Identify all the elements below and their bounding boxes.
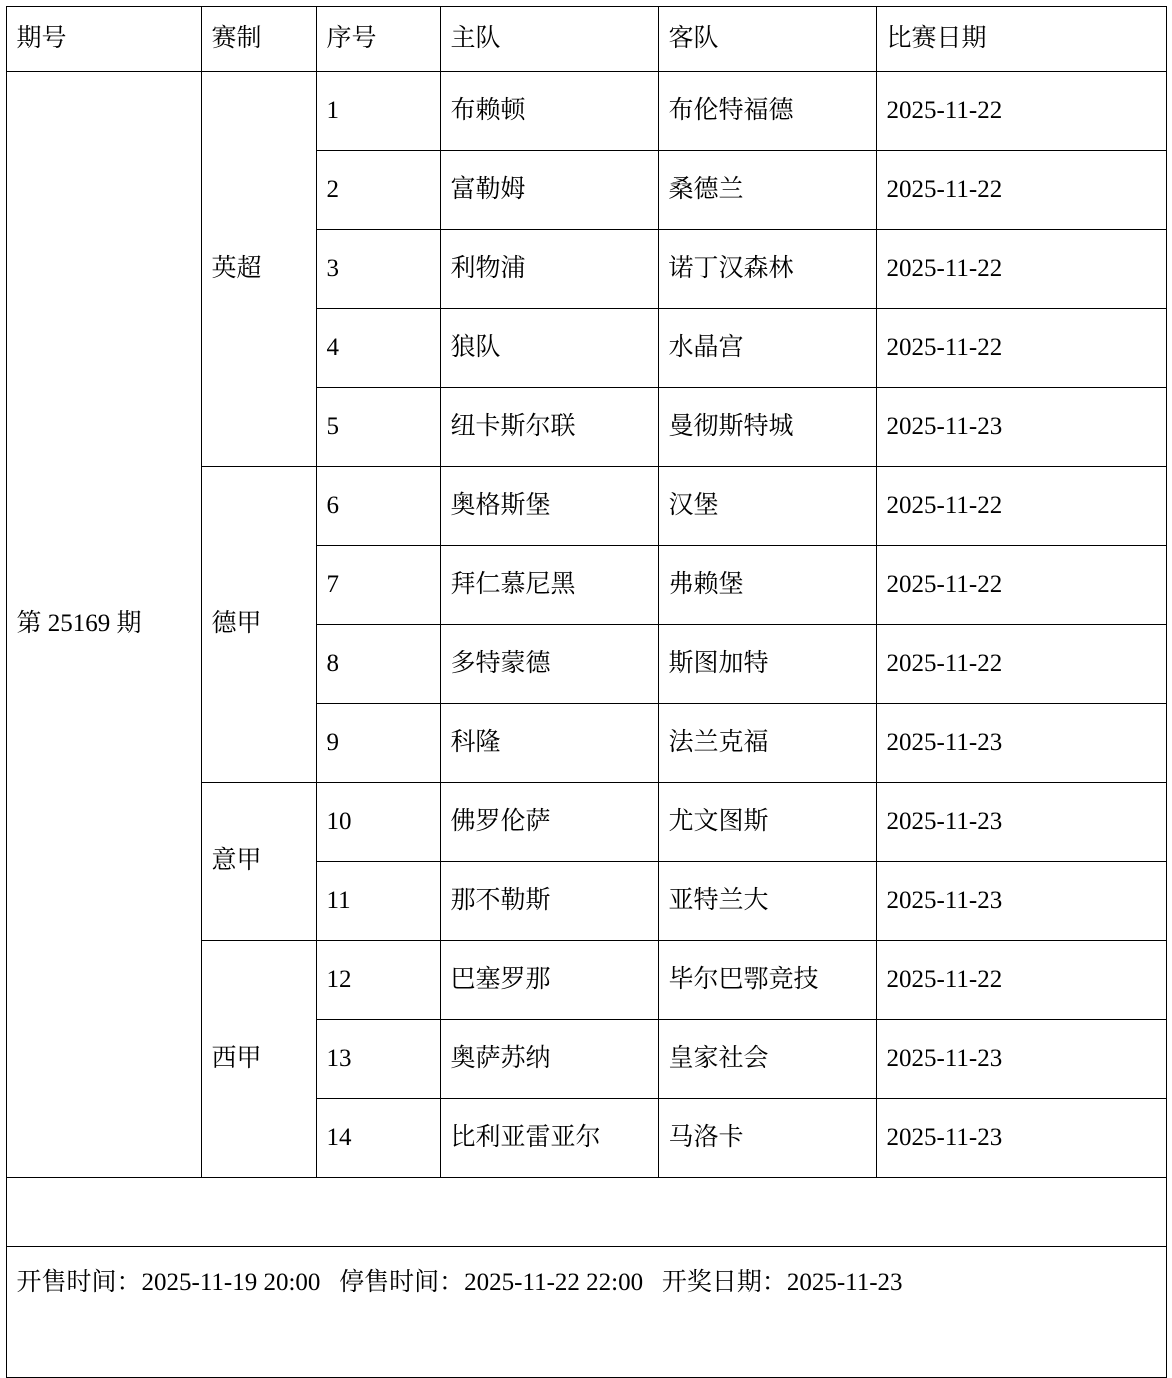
match-date: 2025-11-22 xyxy=(876,151,1166,230)
away-team: 汉堡 xyxy=(658,467,876,546)
away-team: 桑德兰 xyxy=(658,151,876,230)
lottery-schedule-table xyxy=(6,6,1167,1378)
document-page xyxy=(0,6,1172,1368)
away-team: 水晶宫 xyxy=(658,309,876,388)
away-team: 亚特兰大 xyxy=(658,862,876,941)
away-team: 曼彻斯特城 xyxy=(658,388,876,467)
header-cell-no: 序号 xyxy=(316,7,440,72)
match-date: 2025-11-22 xyxy=(876,309,1166,388)
match-date: 2025-11-23 xyxy=(876,388,1166,467)
home-team: 比利亚雷亚尔 xyxy=(440,1099,658,1178)
league-name-bundesliga: 德甲 xyxy=(201,467,316,783)
header-cell-issue: 期号 xyxy=(6,7,201,72)
table-body xyxy=(6,72,1166,1378)
match-no: 8 xyxy=(316,625,440,704)
home-team: 拜仁慕尼黑 xyxy=(440,546,658,625)
header-cell-league: 赛制 xyxy=(201,7,316,72)
home-team: 布赖顿 xyxy=(440,72,658,151)
match-date: 2025-11-22 xyxy=(876,467,1166,546)
away-team: 诺丁汉森林 xyxy=(658,230,876,309)
away-team: 斯图加特 xyxy=(658,625,876,704)
home-team: 奥格斯堡 xyxy=(440,467,658,546)
match-no: 5 xyxy=(316,388,440,467)
match-no: 3 xyxy=(316,230,440,309)
sale-time-text: 开售时间：2025-11-19 20:00 停售时间：2025-11-22 22:00 开奖日期：2025-11-23 xyxy=(16,1269,903,1296)
spacer-cell xyxy=(6,1178,1166,1247)
league-name-laliga: 西甲 xyxy=(201,941,316,1178)
table-header xyxy=(6,7,1166,72)
header-cell-date: 比赛日期 xyxy=(876,7,1166,72)
away-team: 尤文图斯 xyxy=(658,783,876,862)
match-date: 2025-11-23 xyxy=(876,1099,1166,1178)
home-team: 佛罗伦萨 xyxy=(440,783,658,862)
header-row xyxy=(6,7,1166,72)
footer-row xyxy=(6,1247,1166,1378)
home-team: 奥萨苏纳 xyxy=(440,1020,658,1099)
home-team: 科隆 xyxy=(440,704,658,783)
spacer-row xyxy=(6,1178,1166,1247)
home-team: 纽卡斯尔联 xyxy=(440,388,658,467)
match-date: 2025-11-23 xyxy=(876,704,1166,783)
match-no: 10 xyxy=(316,783,440,862)
match-no: 13 xyxy=(316,1020,440,1099)
match-date: 2025-11-22 xyxy=(876,941,1166,1020)
match-date: 2025-11-22 xyxy=(876,625,1166,704)
header-cell-away: 客队 xyxy=(658,7,876,72)
match-date: 2025-11-22 xyxy=(876,546,1166,625)
home-team: 巴塞罗那 xyxy=(440,941,658,1020)
match-no: 6 xyxy=(316,467,440,546)
match-date: 2025-11-22 xyxy=(876,72,1166,151)
away-team: 弗赖堡 xyxy=(658,546,876,625)
issue-number: 第 25169 期 xyxy=(6,72,201,1178)
match-no: 7 xyxy=(316,546,440,625)
away-team: 法兰克福 xyxy=(658,704,876,783)
home-team: 富勒姆 xyxy=(440,151,658,230)
league-name-epl: 英超 xyxy=(201,72,316,467)
away-team: 马洛卡 xyxy=(658,1099,876,1178)
home-team: 狼队 xyxy=(440,309,658,388)
match-date: 2025-11-23 xyxy=(876,862,1166,941)
sale-time-footer xyxy=(6,1247,1166,1378)
match-date: 2025-11-23 xyxy=(876,783,1166,862)
home-team: 多特蒙德 xyxy=(440,625,658,704)
header-cell-home: 主队 xyxy=(440,7,658,72)
match-date: 2025-11-22 xyxy=(876,230,1166,309)
match-no: 14 xyxy=(316,1099,440,1178)
match-no: 4 xyxy=(316,309,440,388)
away-team: 皇家社会 xyxy=(658,1020,876,1099)
home-team: 利物浦 xyxy=(440,230,658,309)
match-no: 11 xyxy=(316,862,440,941)
match-no: 12 xyxy=(316,941,440,1020)
match-no: 2 xyxy=(316,151,440,230)
table-row xyxy=(6,72,1166,151)
match-no: 9 xyxy=(316,704,440,783)
away-team: 毕尔巴鄂竞技 xyxy=(658,941,876,1020)
match-date: 2025-11-23 xyxy=(876,1020,1166,1099)
league-name-seriea: 意甲 xyxy=(201,783,316,941)
away-team: 布伦特福德 xyxy=(658,72,876,151)
home-team: 那不勒斯 xyxy=(440,862,658,941)
match-no: 1 xyxy=(316,72,440,151)
